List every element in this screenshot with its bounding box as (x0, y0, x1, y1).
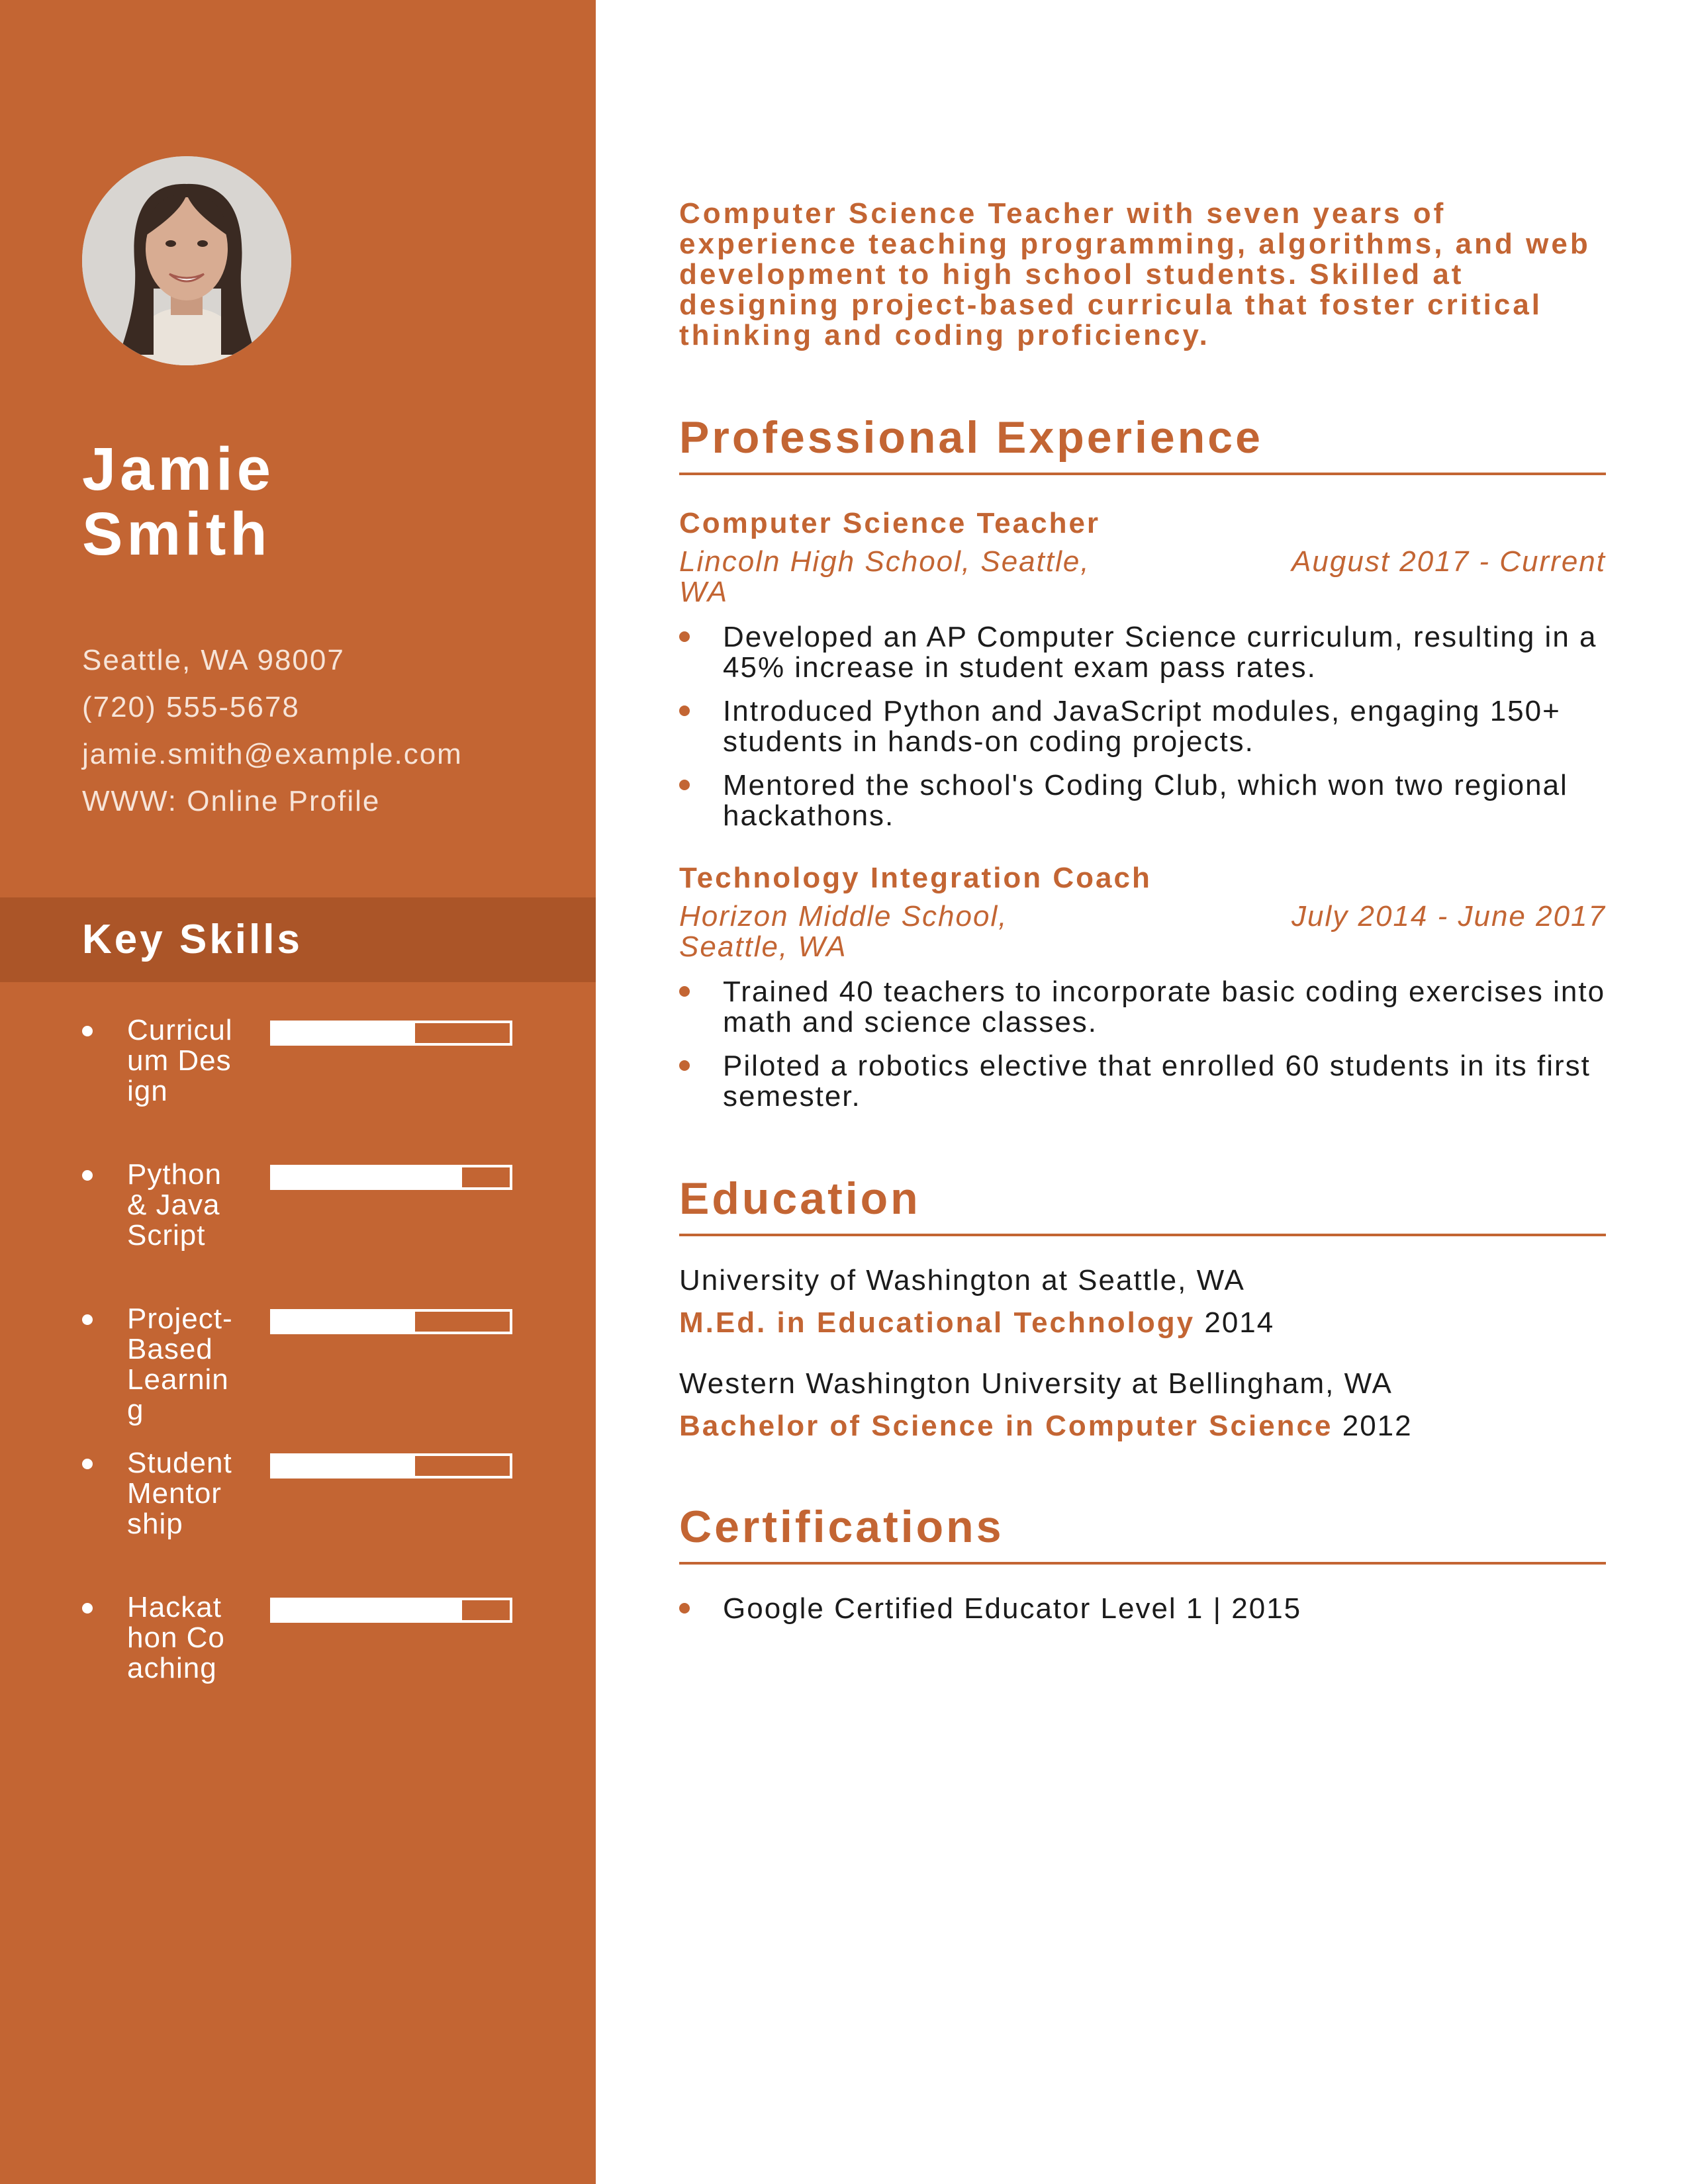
bullet-text: Piloted a robotics elective that enrolled 60 students in its first semester. (723, 1050, 1591, 1113)
contact-location: Seattle, WA 98007 (82, 644, 345, 676)
list-item (679, 770, 1606, 831)
bullet-text: Trained 40 teachers to incorporate basic coding exercises into math and science classes. (723, 976, 1606, 1038)
main-content (679, 199, 1606, 1624)
job-role: Computer Science Teacher (679, 507, 1101, 539)
bullet-dot-icon (82, 1314, 93, 1325)
education-school: University of Washington at Seattle, WA (679, 1264, 1245, 1297)
job-role: Technology Integration Coach (679, 862, 1152, 894)
job-bullets (679, 622, 1606, 831)
certifications-list (679, 1594, 1606, 1624)
job-place: Horizon Middle School, Seattle, WA (679, 900, 1008, 963)
skills-title: Key Skills (82, 917, 303, 962)
skill-item (82, 1304, 519, 1448)
skill-item (82, 1015, 519, 1160)
skill-level-bar (270, 1453, 512, 1479)
experience-section (679, 412, 1606, 1112)
skill-item (82, 1448, 519, 1592)
skill-level-bar (270, 1165, 512, 1190)
skills-list (82, 1015, 519, 1737)
professional-summary: Computer Science Teacher with seven years of experience teaching programming, algorithms, and web development to high school students. Skilled at designing project-based curricula that foster critical thinking and coding proficiency. (679, 197, 1591, 351)
education-degree-line (679, 1306, 1606, 1340)
last-name: Smith (82, 500, 271, 568)
candidate-name (82, 437, 572, 567)
contact-phone[interactable]: (720) 555-5678 (82, 691, 300, 723)
bullet-dot-icon (679, 986, 690, 997)
sidebar (0, 0, 596, 2184)
list-item (679, 1594, 1606, 1624)
contact-email[interactable]: jamie.smith@example.com (82, 738, 463, 770)
bullet-dot-icon (82, 1459, 93, 1469)
skill-item (82, 1160, 519, 1304)
bullet-text: Introduced Python and JavaScript modules, engaging 150+ students in hands-on coding projects. (723, 695, 1561, 758)
contact-website[interactable]: WWW: Online Profile (82, 785, 381, 817)
skill-level-bar (270, 1021, 512, 1046)
list-item (679, 696, 1606, 757)
job-place: Lincoln High School, Seattle, WA (679, 545, 1090, 608)
job-meta (679, 547, 1606, 608)
skill-name: Curriculum Design (127, 1014, 233, 1107)
skill-level-fill (273, 1456, 415, 1476)
education-entry (679, 1367, 1606, 1443)
education-entry (679, 1264, 1606, 1340)
certifications-title: Certifications (679, 1501, 1606, 1565)
list-item (679, 977, 1606, 1038)
job-dates: August 2017 - Current (1291, 545, 1606, 578)
skill-level-bar (270, 1598, 512, 1623)
skill-name: Hackathon Coaching (127, 1591, 225, 1684)
certifications-section (679, 1501, 1606, 1624)
job-entry (679, 862, 1606, 1112)
bullet-dot-icon (679, 1603, 690, 1614)
education-degree-line (679, 1410, 1606, 1443)
job-bullets (679, 977, 1606, 1112)
education-year: 2012 (1342, 1410, 1413, 1442)
bullet-dot-icon (679, 780, 690, 790)
education-degree: Bachelor of Science in Computer Science (679, 1410, 1333, 1442)
bullet-dot-icon (679, 1060, 690, 1071)
bullet-dot-icon (82, 1603, 93, 1614)
education-degree: M.Ed. in Educational Technology (679, 1306, 1196, 1339)
skill-level-fill (273, 1023, 415, 1043)
bullet-text: Developed an AP Computer Science curriculum, resulting in a 45% increase in student exam pass rates. (723, 621, 1597, 684)
skill-name: Project-Based Learning (127, 1302, 233, 1426)
profile-photo (82, 156, 291, 365)
bullet-dot-icon (679, 705, 690, 716)
job-meta (679, 901, 1606, 962)
skill-name: Student Mentorship (127, 1447, 232, 1540)
skill-name: Python & JavaScript (127, 1158, 222, 1251)
job-entry (679, 507, 1606, 831)
skill-level-fill (273, 1600, 462, 1620)
education-section (679, 1173, 1606, 1443)
bullet-dot-icon (82, 1026, 93, 1036)
bullet-dot-icon (82, 1170, 93, 1181)
skill-level-bar (270, 1309, 512, 1334)
experience-title: Professional Experience (679, 412, 1606, 475)
bullet-text: Mentored the school's Coding Club, which won two regional hackathons. (723, 769, 1568, 832)
certification-text: Google Certified Educator Level 1 | 2015 (723, 1592, 1302, 1625)
profile-photo-graphic (82, 156, 291, 365)
list-item (679, 622, 1606, 683)
first-name: Jamie (82, 435, 275, 503)
skill-level-fill (273, 1167, 462, 1187)
education-year: 2014 (1204, 1306, 1275, 1339)
education-school: Western Washington University at Bellingham, WA (679, 1367, 1393, 1400)
contact-info (82, 637, 572, 825)
education-title: Education (679, 1173, 1606, 1236)
list-item (679, 1051, 1606, 1112)
job-dates: July 2014 - June 2017 (1291, 900, 1606, 933)
skill-level-fill (273, 1312, 415, 1332)
bullet-dot-icon (679, 631, 690, 642)
skill-item (82, 1592, 519, 1737)
